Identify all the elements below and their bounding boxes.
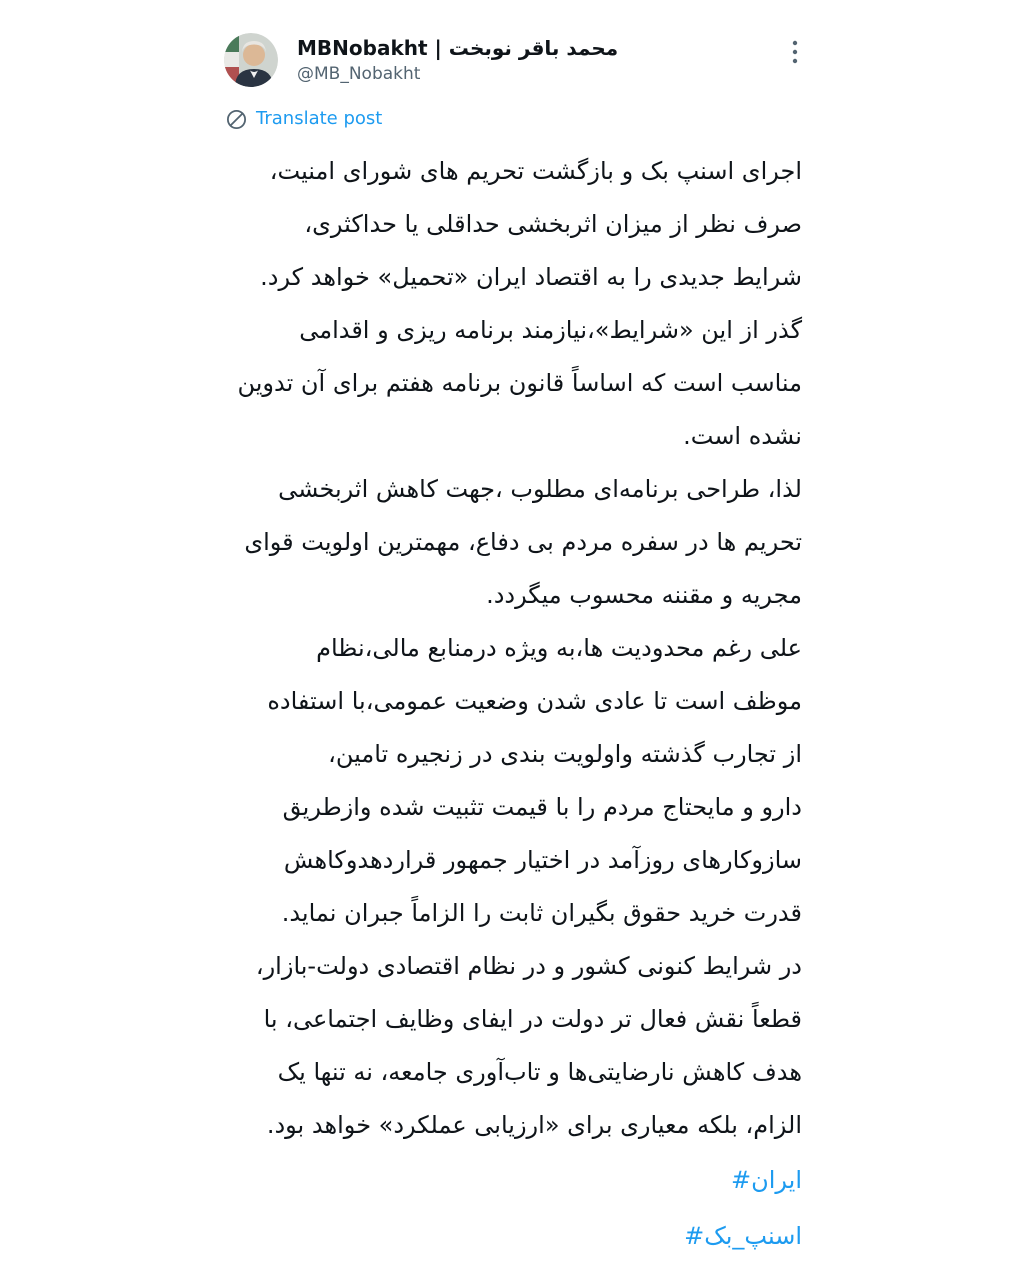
- tweet-post: [224, 33, 802, 1264]
- author-handle[interactable]: @MB_Nobakht: [297, 64, 421, 84]
- post-text-line: صرف نظر از میزان اثربخشی حداقلی یا حداکثری،: [304, 210, 802, 238]
- post-text-line: علی رغم محدودیت ها،به ویژه درمنابع مالی،نظام: [316, 634, 802, 662]
- vertical-ellipsis-icon: [792, 39, 798, 65]
- hashtag-snapback[interactable]: #اسنپ_بک: [684, 1222, 802, 1250]
- post-text-line: اجرای اسنپ بک و بازگشت تحریم های شورای امنیت،: [269, 157, 802, 185]
- author-block: [297, 33, 618, 86]
- post-text-line: مجریه و مقننه محسوب میگردد.: [486, 581, 802, 609]
- post-text-line: از تجارب گذشته واولویت بندی در زنجیره تامین،: [328, 740, 802, 768]
- translate-icon: [226, 109, 247, 130]
- post-header: [224, 33, 802, 87]
- post-text-line: سازوکارهای روزآمد در اختیار جمهور قراردهدوکاهش: [283, 846, 802, 874]
- author-name[interactable]: محمد باقر نوبخت | MBNobakht: [297, 36, 619, 60]
- post-text-line: تحریم ها در سفره مردم بی دفاع، مهمترین اولویت قوای: [244, 528, 802, 556]
- more-menu-button[interactable]: [788, 33, 802, 71]
- post-text: [224, 145, 802, 1264]
- translate-label: Translate post: [256, 108, 383, 129]
- post-text-line: در شرایط کنونی کشور و در نظام اقتصادی دولت-بازار،: [255, 952, 802, 980]
- post-text-line: موظف است تا عادی شدن وضعیت عمومی،با استفاده: [267, 687, 802, 715]
- hashtag-iran[interactable]: #ایران: [731, 1166, 802, 1194]
- post-text-line: قدرت خرید حقوق بگیران ثابت را الزاماً جبران نماید.: [281, 899, 802, 927]
- post-text-line: دارو و مایحتاج مردم را با قیمت تثبیت شده وازطریق: [282, 793, 802, 821]
- post-text-line: لذا، طراحی برنامه‌ای مطلوب ،جهت کاهش اثربخشی: [278, 475, 802, 503]
- post-text-line: شرایط جدیدی را به اقتصاد ایران «تحمیل» خواهد کرد.: [260, 263, 802, 291]
- post-text-line: گذر از این «شرایط»،نیازمند برنامه ریزی و اقدامی: [299, 316, 802, 344]
- avatar-image: [224, 33, 278, 87]
- avatar[interactable]: [224, 33, 278, 87]
- translate-post-link[interactable]: [226, 107, 382, 131]
- post-text-line: قطعاً نقش فعال تر دولت در ایفای وظایف اجتماعی، با: [263, 1005, 802, 1033]
- post-text-line: هدف کاهش نارضایتی‌ها و تاب‌آوری جامعه، نه تنها یک: [277, 1058, 802, 1086]
- post-text-line: مناسب است که اساساً قانون برنامه هفتم برای آن تدوین: [237, 369, 802, 397]
- post-text-line: نشده است.: [683, 422, 802, 450]
- post-text-line: الزام، بلکه معیاری برای «ارزیابی عملکرد» خواهد بود.: [266, 1111, 802, 1139]
